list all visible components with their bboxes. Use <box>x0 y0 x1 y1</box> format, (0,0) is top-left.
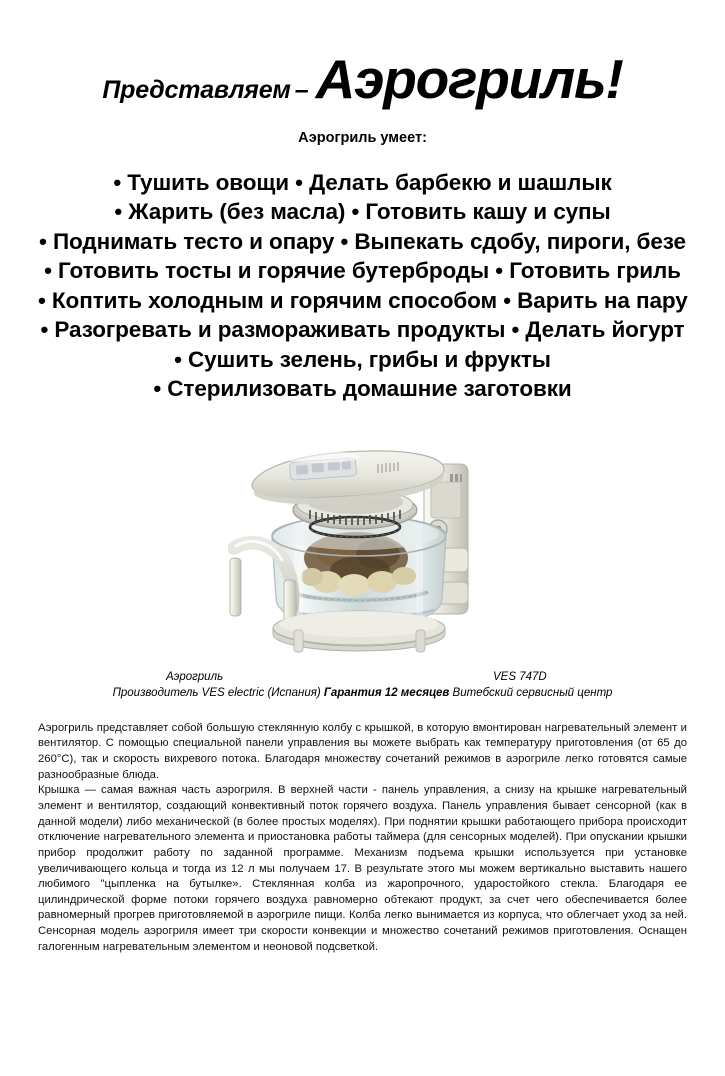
feature-line: • Разогревать и размораживать продукты • Делать йогурт <box>40 317 685 343</box>
feature-line: • Поднимать тесто и опару • Выпекать сдобу, пироги, безе <box>39 228 686 254</box>
caption-line-model <box>38 671 687 686</box>
title-dash: – <box>294 76 309 104</box>
body-text <box>38 721 687 956</box>
base-pedestal <box>273 611 445 652</box>
feature-line: • Сушить зелень, грибы и фрукты <box>174 346 551 372</box>
feature-line: • Коптить холодным и горячим способом • Варить на пару <box>38 287 688 313</box>
product-photo <box>228 430 498 665</box>
feature-line: • Жарить (без масла) • Готовить кашу и супы <box>114 199 611 225</box>
product-photo-container <box>38 430 687 665</box>
aerogrill-illustration <box>228 430 498 665</box>
photo-caption <box>38 671 687 699</box>
title-intro-text: Представляем <box>102 76 291 104</box>
feature-line: • Стерилизовать домашние заготовки <box>153 376 572 402</box>
feature-line: • Готовить тосты и горячие бутерброды • Готовить гриль <box>44 258 681 284</box>
document-page <box>0 48 725 1076</box>
feature-line: • Тушить овощи • Делать барбекю и шашлык <box>113 170 612 195</box>
caption-warranty: Гарантия 12 месяцев <box>323 686 450 699</box>
body-paragraph-2: Крышка — самая важная часть аэрогриля. В верхней части - панель управления, а снизу на крышке нагревательный элемент и вентилятор, создающий конвективный поток горячего воздуха. Панель управления бывает сенсорной (как в данной модели) либо механической (в более простых моделях). При поднятии крышки работающего прибора происходит отключение нагревательного элемента и приостановка работы таймера (для сенсорных моделей). При опускании крышки прибор продолжит работу по заданной программе. Механизм подъема крышки используется при установке увеличивающего кольца и тогда из 12 л мы получаем 17. В результате этого мы можем вертикально выставить нашего любимого "цыпленка на бутылке». Стеклянная колба из жаропрочного, ударостойкого стекла. Благодаря ее цилиндрической форме потоки горячего воздуха равномерно обтекают продукт, за счет чего обеспечивается более равномерный прогрев приготовляемой в аэрогриле пищи. Колба легко вынимается из корпуса, что облегчает уход за ней. Сенсорная модель аэрогриля имеет три скорости конвекции и множество сочетаний режимов приготовления. Оснащен галогенным нагревательным элементом и неоновой подсветкой. <box>38 784 687 953</box>
feature-list <box>38 168 687 404</box>
caption-service-center: Витебский сервисный центр <box>449 686 613 699</box>
subtitle: Аэрогриль умеет: <box>298 130 427 146</box>
page-title <box>38 48 687 110</box>
title-main-text: Аэрогриль! <box>315 48 623 110</box>
caption-line-manufacturer <box>38 687 687 699</box>
caption-manufacturer: Производитель VES electric (Испания) <box>112 686 324 699</box>
lid <box>252 451 444 504</box>
caption-model-number: VES 747D <box>493 670 547 683</box>
body-paragraph-1: Аэрогриль представляет собой большую стеклянную колбу с крышкой, в которую вмонтирован нагревательный элемент и вентилятор. С помощью специальной панели управления вы можете выбрать как температуру приготовления (от 65 до 260°С), так и скорость вихревого потока. Благодаря множеству сочетаний режимов в аэрогриле легко готовятся самые разнообразные блюда. <box>38 721 687 781</box>
caption-product-name: Аэрогриль <box>166 670 224 683</box>
